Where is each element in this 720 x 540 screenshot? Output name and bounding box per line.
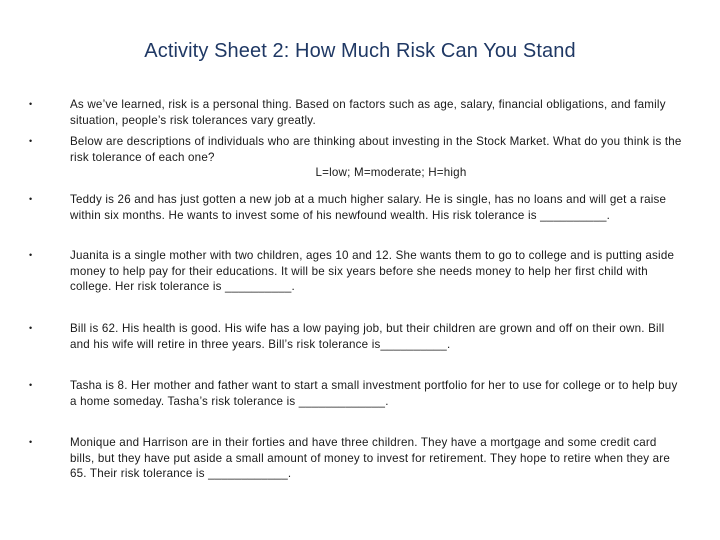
- risk-legend: L=low; M=moderate; H=high: [315, 166, 467, 180]
- list-item-monique-harrison: [29, 435, 682, 482]
- list-item-bill: [29, 321, 682, 352]
- list-item-juanita: [29, 248, 682, 295]
- list-item-tasha: [29, 378, 682, 409]
- tasha-text: Tasha is 8. Her mother and father want to start a small investment portfolio for her to use for college or to help buy a home someday. Tasha’s risk tolerance is _____________.: [70, 379, 678, 408]
- teddy-text: Teddy is 26 and has just gotten a new job at a much higher salary. He is single, has no loans and will get a raise within six months. He wants to invest some of his newfound wealth. His risk tolerance is __________.: [70, 193, 667, 222]
- list-item-instructions: [29, 134, 682, 181]
- instructions-text: Below are descriptions of individuals who are thinking about investing in the Stock Market. What do you think is the risk tolerance of each one?: [70, 135, 682, 164]
- bullet-icon: •: [29, 380, 33, 390]
- list-item-teddy: [29, 192, 682, 223]
- juanita-text: Juanita is a single mother with two children, ages 10 and 12. She wants them to go to college and is putting aside money to help pay for their educations. It will be six years before she needs money to help her first child with college. Her risk tolerance is __________.: [70, 249, 675, 294]
- bill-text: Bill is 62. His health is good. His wife has a low paying job, but their children are grown and off on their own. Bill and his wife will retire in three years. Bill’s risk tolerance is__________.: [70, 322, 665, 351]
- bullet-icon: •: [29, 99, 33, 109]
- bullet-icon: •: [29, 323, 33, 333]
- bullet-icon: •: [29, 194, 33, 204]
- bullet-icon: •: [29, 136, 33, 146]
- bullet-icon: •: [29, 250, 33, 260]
- bullet-icon: •: [29, 437, 33, 447]
- list-item-intro: [29, 97, 682, 128]
- monique-harrison-text: Monique and Harrison are in their forties and have three children. They have a mortgage and some credit card bills, but they have put aside a small amount of money to invest for retirement. They hope to retire when they are 65. Their risk tolerance is ____________.: [70, 436, 671, 481]
- page-title: Activity Sheet 2: How Much Risk Can You Stand: [144, 40, 576, 62]
- intro-text: As we’ve learned, risk is a personal thing. Based on factors such as age, salary, financial obligations, and family situation, people’s risk tolerances vary greatly.: [70, 98, 666, 127]
